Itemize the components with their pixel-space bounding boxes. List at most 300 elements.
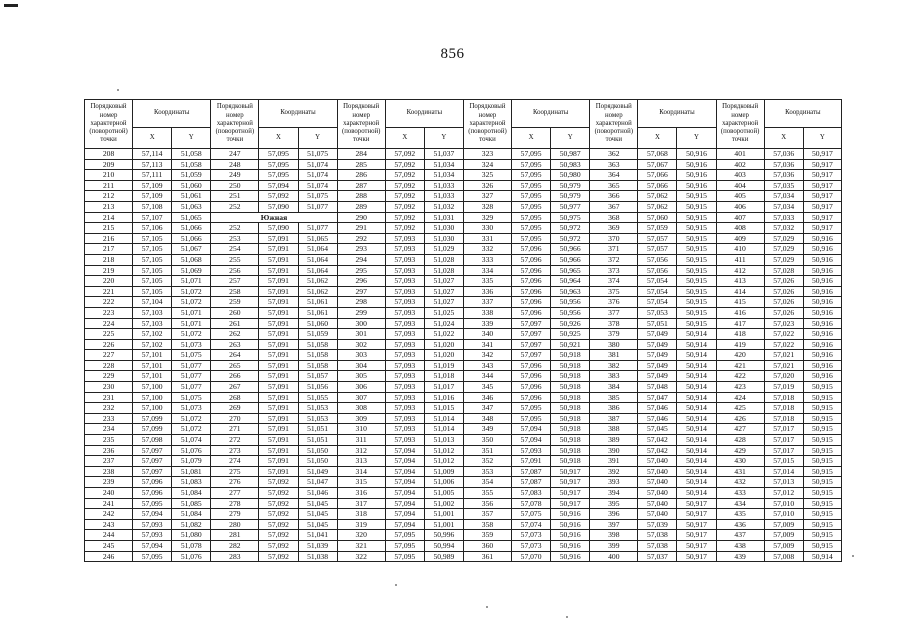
point-number-cell: 408	[716, 223, 764, 234]
point-number-cell: 232	[85, 403, 133, 414]
y-coordinate-cell: 51,016	[424, 392, 463, 403]
x-coordinate-cell: 57,096	[133, 477, 172, 488]
y-coordinate-cell: 51,013	[424, 435, 463, 446]
x-coordinate-cell: 57,097	[133, 466, 172, 477]
x-coordinate-cell: 57,049	[638, 329, 677, 340]
x-coordinate-cell: 57,096	[512, 392, 551, 403]
point-number-cell: 338	[463, 307, 511, 318]
y-coordinate-cell: 50,918	[551, 413, 590, 424]
point-number-cell: 227	[85, 350, 133, 361]
y-coordinate-cell: 51,019	[424, 360, 463, 371]
y-coordinate-cell: 51,018	[424, 371, 463, 382]
point-number-cell: 365	[590, 180, 638, 191]
x-coordinate-cell: 57,091	[259, 403, 298, 414]
table-row	[85, 403, 842, 414]
table-row	[85, 191, 842, 202]
point-number-cell: 320	[337, 530, 385, 541]
header-point-number: Порядковый номер характерной (поворотной) точки	[85, 100, 133, 149]
y-coordinate-cell: 50,914	[677, 382, 716, 393]
x-coordinate-cell: 57,094	[512, 435, 551, 446]
point-number-cell: 368	[590, 212, 638, 223]
point-number-cell: 266	[211, 371, 259, 382]
y-coordinate-cell: 51,045	[298, 519, 337, 530]
y-coordinate-cell: 51,069	[172, 265, 211, 276]
scan-speck	[852, 555, 854, 557]
y-coordinate-cell: 51,002	[424, 498, 463, 509]
point-number-cell: 346	[463, 392, 511, 403]
x-coordinate-cell: 57,105	[133, 254, 172, 265]
y-coordinate-cell: 50,916	[677, 180, 716, 191]
x-coordinate-cell: 57,026	[764, 286, 803, 297]
x-coordinate-cell: 57,095	[512, 170, 551, 181]
table-row	[85, 488, 842, 499]
y-coordinate-cell: 51,049	[298, 466, 337, 477]
x-coordinate-cell: 57,091	[259, 286, 298, 297]
point-number-cell: 321	[337, 540, 385, 551]
y-coordinate-cell: 50,979	[551, 180, 590, 191]
point-number-cell: 410	[716, 244, 764, 255]
y-coordinate-cell: 50,915	[803, 466, 841, 477]
x-coordinate-cell: 57,046	[638, 413, 677, 424]
table-row	[85, 265, 842, 276]
y-coordinate-cell: 51,072	[172, 329, 211, 340]
x-coordinate-cell: 57,020	[764, 371, 803, 382]
y-coordinate-cell: 50,918	[551, 392, 590, 403]
x-coordinate-cell: 57,040	[638, 498, 677, 509]
point-number-cell: 332	[463, 244, 511, 255]
x-coordinate-cell: 57,009	[764, 530, 803, 541]
point-number-cell: 337	[463, 297, 511, 308]
y-coordinate-cell: 50,915	[677, 286, 716, 297]
point-number-cell: 271	[211, 424, 259, 435]
point-number-cell: 317	[337, 498, 385, 509]
y-coordinate-cell: 50,918	[551, 403, 590, 414]
x-coordinate-cell: 57,026	[764, 276, 803, 287]
x-coordinate-cell: 57,095	[512, 149, 551, 160]
x-coordinate-cell: 57,074	[512, 519, 551, 530]
table-row	[85, 350, 842, 361]
x-coordinate-cell: 57,073	[512, 540, 551, 551]
x-coordinate-cell: 57,091	[259, 233, 298, 244]
x-coordinate-cell: 57,093	[385, 286, 424, 297]
zone-label: Южная	[211, 212, 337, 223]
y-coordinate-cell: 50,996	[424, 530, 463, 541]
table-row	[85, 149, 842, 160]
table-row	[85, 477, 842, 488]
scan-speck	[395, 584, 397, 586]
point-number-cell: 298	[337, 297, 385, 308]
point-number-cell: 397	[590, 519, 638, 530]
x-coordinate-cell: 57,021	[764, 350, 803, 361]
y-coordinate-cell: 51,057	[298, 371, 337, 382]
point-number-cell: 230	[85, 382, 133, 393]
y-coordinate-cell: 50,916	[551, 530, 590, 541]
point-number-cell: 333	[463, 254, 511, 265]
y-coordinate-cell: 50,916	[803, 286, 841, 297]
x-coordinate-cell: 57,073	[512, 530, 551, 541]
point-number-cell: 281	[211, 530, 259, 541]
x-coordinate-cell: 57,092	[259, 477, 298, 488]
x-coordinate-cell: 57,095	[385, 551, 424, 562]
point-number-cell: 395	[590, 498, 638, 509]
x-coordinate-cell: 57,054	[638, 286, 677, 297]
y-coordinate-cell: 51,055	[298, 392, 337, 403]
x-coordinate-cell: 57,093	[385, 371, 424, 382]
x-coordinate-cell: 57,093	[385, 307, 424, 318]
x-coordinate-cell: 57,008	[764, 551, 803, 562]
y-coordinate-cell: 51,065	[172, 212, 211, 223]
point-number-cell: 235	[85, 435, 133, 446]
point-number-cell: 210	[85, 170, 133, 181]
point-number-cell: 299	[337, 307, 385, 318]
y-coordinate-cell: 50,916	[803, 265, 841, 276]
x-coordinate-cell: 57,099	[133, 424, 172, 435]
point-number-cell: 434	[716, 498, 764, 509]
table-body	[85, 149, 842, 562]
point-number-cell: 208	[85, 149, 133, 160]
point-number-cell: 211	[85, 180, 133, 191]
x-coordinate-cell: 57,045	[638, 424, 677, 435]
point-number-cell: 288	[337, 191, 385, 202]
x-coordinate-cell: 57,066	[638, 170, 677, 181]
y-coordinate-cell: 50,964	[551, 276, 590, 287]
x-coordinate-cell: 57,095	[259, 159, 298, 170]
y-coordinate-cell: 50,915	[677, 191, 716, 202]
point-number-cell: 229	[85, 371, 133, 382]
y-coordinate-cell: 50,915	[677, 297, 716, 308]
x-coordinate-cell: 57,092	[385, 191, 424, 202]
y-coordinate-cell: 50,916	[551, 519, 590, 530]
point-number-cell: 238	[85, 466, 133, 477]
point-number-cell: 277	[211, 488, 259, 499]
x-coordinate-cell: 57,091	[259, 435, 298, 446]
point-number-cell: 349	[463, 424, 511, 435]
x-coordinate-cell: 57,109	[133, 180, 172, 191]
point-number-cell: 363	[590, 159, 638, 170]
y-coordinate-cell: 50,972	[551, 233, 590, 244]
x-coordinate-cell: 57,090	[259, 223, 298, 234]
y-coordinate-cell: 51,077	[298, 201, 337, 212]
point-number-cell: 236	[85, 445, 133, 456]
x-coordinate-cell: 57,095	[512, 180, 551, 191]
point-number-cell: 287	[337, 180, 385, 191]
point-number-cell: 258	[211, 286, 259, 297]
point-number-cell: 421	[716, 360, 764, 371]
y-coordinate-cell: 51,006	[424, 477, 463, 488]
y-coordinate-cell: 51,074	[298, 159, 337, 170]
x-coordinate-cell: 57,034	[764, 201, 803, 212]
x-coordinate-cell: 57,094	[133, 509, 172, 520]
y-coordinate-cell: 51,038	[298, 551, 337, 562]
x-coordinate-cell: 57,019	[764, 382, 803, 393]
x-coordinate-cell: 57,093	[385, 233, 424, 244]
y-coordinate-cell: 51,051	[298, 435, 337, 446]
y-coordinate-cell: 50,914	[803, 551, 841, 562]
y-coordinate-cell: 51,024	[424, 318, 463, 329]
y-coordinate-cell: 50,915	[677, 212, 716, 223]
point-number-cell: 416	[716, 307, 764, 318]
point-number-cell: 268	[211, 392, 259, 403]
point-number-cell: 293	[337, 244, 385, 255]
point-number-cell: 249	[211, 170, 259, 181]
y-coordinate-cell: 50,916	[803, 360, 841, 371]
point-number-cell: 347	[463, 403, 511, 414]
x-coordinate-cell: 57,040	[638, 456, 677, 467]
y-coordinate-cell: 51,058	[298, 339, 337, 350]
y-coordinate-cell: 50,914	[677, 360, 716, 371]
y-coordinate-cell: 51,034	[424, 159, 463, 170]
header-coordinates: Координаты	[133, 100, 211, 128]
y-coordinate-cell: 50,916	[803, 329, 841, 340]
x-coordinate-cell: 57,039	[638, 519, 677, 530]
y-coordinate-cell: 50,966	[551, 254, 590, 265]
x-coordinate-cell: 57,092	[385, 149, 424, 160]
y-coordinate-cell: 51,027	[424, 286, 463, 297]
y-coordinate-cell: 50,914	[677, 350, 716, 361]
point-number-cell: 412	[716, 265, 764, 276]
y-coordinate-cell: 51,071	[172, 318, 211, 329]
y-coordinate-cell: 50,963	[551, 286, 590, 297]
x-coordinate-cell: 57,099	[133, 413, 172, 424]
point-number-cell: 399	[590, 540, 638, 551]
header-x: X	[764, 128, 803, 149]
header-x: X	[259, 128, 298, 149]
header-coordinates: Координаты	[385, 100, 463, 128]
x-coordinate-cell: 57,097	[133, 456, 172, 467]
y-coordinate-cell: 51,071	[172, 276, 211, 287]
point-number-cell: 264	[211, 350, 259, 361]
x-coordinate-cell: 57,054	[638, 276, 677, 287]
y-coordinate-cell: 50,915	[803, 488, 841, 499]
y-coordinate-cell: 50,918	[551, 382, 590, 393]
point-number-cell: 247	[211, 149, 259, 160]
point-number-cell: 213	[85, 201, 133, 212]
point-number-cell: 252	[211, 201, 259, 212]
y-coordinate-cell: 51,058	[172, 149, 211, 160]
point-number-cell: 415	[716, 297, 764, 308]
y-coordinate-cell: 51,060	[172, 180, 211, 191]
point-number-cell: 335	[463, 276, 511, 287]
x-coordinate-cell: 57,093	[385, 329, 424, 340]
y-coordinate-cell: 50,980	[551, 170, 590, 181]
y-coordinate-cell: 50,918	[551, 435, 590, 446]
y-coordinate-cell: 50,926	[551, 318, 590, 329]
x-coordinate-cell: 57,104	[133, 297, 172, 308]
table-row	[85, 435, 842, 446]
x-coordinate-cell: 57,010	[764, 509, 803, 520]
x-coordinate-cell: 57,009	[764, 519, 803, 530]
point-number-cell: 394	[590, 488, 638, 499]
point-number-cell: 359	[463, 530, 511, 541]
y-coordinate-cell: 50,916	[551, 509, 590, 520]
x-coordinate-cell: 57,091	[259, 456, 298, 467]
point-number-cell: 413	[716, 276, 764, 287]
y-coordinate-cell: 51,067	[172, 244, 211, 255]
y-coordinate-cell: 51,060	[298, 318, 337, 329]
x-coordinate-cell: 57,097	[512, 350, 551, 361]
x-coordinate-cell: 57,093	[385, 382, 424, 393]
point-number-cell: 246	[85, 551, 133, 562]
point-number-cell: 265	[211, 360, 259, 371]
y-coordinate-cell: 50,915	[803, 435, 841, 446]
point-number-cell: 331	[463, 233, 511, 244]
point-number-cell: 214	[85, 212, 133, 223]
x-coordinate-cell: 57,091	[259, 371, 298, 382]
y-coordinate-cell: 51,050	[298, 456, 337, 467]
x-coordinate-cell: 57,105	[133, 233, 172, 244]
x-coordinate-cell: 57,093	[385, 424, 424, 435]
y-coordinate-cell: 50,977	[551, 201, 590, 212]
point-number-cell: 339	[463, 318, 511, 329]
point-number-cell: 311	[337, 435, 385, 446]
point-number-cell: 376	[590, 297, 638, 308]
point-number-cell: 387	[590, 413, 638, 424]
y-coordinate-cell: 51,077	[172, 382, 211, 393]
header-x: X	[512, 128, 551, 149]
table-row	[85, 254, 842, 265]
y-coordinate-cell: 51,081	[172, 466, 211, 477]
y-coordinate-cell: 50,914	[677, 392, 716, 403]
x-coordinate-cell: 57,022	[764, 329, 803, 340]
point-number-cell: 355	[463, 488, 511, 499]
point-number-cell: 224	[85, 318, 133, 329]
point-number-cell: 374	[590, 276, 638, 287]
x-coordinate-cell: 57,105	[133, 286, 172, 297]
header-x: X	[385, 128, 424, 149]
point-number-cell: 263	[211, 339, 259, 350]
y-coordinate-cell: 50,914	[677, 466, 716, 477]
y-coordinate-cell: 51,047	[298, 477, 337, 488]
x-coordinate-cell: 57,046	[638, 403, 677, 414]
point-number-cell: 314	[337, 466, 385, 477]
point-number-cell: 411	[716, 254, 764, 265]
y-coordinate-cell: 50,915	[677, 318, 716, 329]
header-point-number: Порядковый номер характерной (поворотной) точки	[463, 100, 511, 149]
x-coordinate-cell: 57,066	[638, 180, 677, 191]
x-coordinate-cell: 57,091	[259, 276, 298, 287]
x-coordinate-cell: 57,091	[512, 456, 551, 467]
y-coordinate-cell: 50,915	[803, 519, 841, 530]
x-coordinate-cell: 57,090	[259, 201, 298, 212]
x-coordinate-cell: 57,018	[764, 392, 803, 403]
point-number-cell: 403	[716, 170, 764, 181]
point-number-cell: 438	[716, 540, 764, 551]
point-number-cell: 257	[211, 276, 259, 287]
x-coordinate-cell: 57,100	[133, 403, 172, 414]
y-coordinate-cell: 51,073	[172, 403, 211, 414]
y-coordinate-cell: 50,914	[677, 456, 716, 467]
point-number-cell: 295	[337, 265, 385, 276]
point-number-cell: 342	[463, 350, 511, 361]
y-coordinate-cell: 51,030	[424, 233, 463, 244]
point-number-cell: 234	[85, 424, 133, 435]
point-number-cell: 241	[85, 498, 133, 509]
y-coordinate-cell: 50,918	[551, 445, 590, 456]
x-coordinate-cell: 57,091	[259, 382, 298, 393]
point-number-cell: 383	[590, 371, 638, 382]
point-number-cell: 431	[716, 466, 764, 477]
y-coordinate-cell: 51,050	[298, 445, 337, 456]
point-number-cell: 251	[211, 191, 259, 202]
y-coordinate-cell: 50,915	[677, 254, 716, 265]
y-coordinate-cell: 50,914	[677, 403, 716, 414]
y-coordinate-cell: 51,009	[424, 466, 463, 477]
point-number-cell: 358	[463, 519, 511, 530]
x-coordinate-cell: 57,049	[638, 371, 677, 382]
point-number-cell: 330	[463, 223, 511, 234]
x-coordinate-cell: 57,036	[764, 159, 803, 170]
y-coordinate-cell: 51,064	[298, 244, 337, 255]
point-number-cell: 426	[716, 413, 764, 424]
y-coordinate-cell: 51,017	[424, 382, 463, 393]
point-number-cell: 404	[716, 180, 764, 191]
table-row	[85, 244, 842, 255]
x-coordinate-cell: 57,093	[385, 265, 424, 276]
x-coordinate-cell: 57,095	[133, 498, 172, 509]
point-number-cell: 414	[716, 286, 764, 297]
x-coordinate-cell: 57,022	[764, 339, 803, 350]
x-coordinate-cell: 57,018	[764, 403, 803, 414]
y-coordinate-cell: 50,916	[677, 149, 716, 160]
point-number-cell: 225	[85, 329, 133, 340]
y-coordinate-cell: 50,983	[551, 159, 590, 170]
point-number-cell: 329	[463, 212, 511, 223]
point-number-cell: 436	[716, 519, 764, 530]
x-coordinate-cell: 57,092	[385, 201, 424, 212]
point-number-cell: 260	[211, 307, 259, 318]
y-coordinate-cell: 50,914	[677, 413, 716, 424]
y-coordinate-cell: 50,916	[803, 254, 841, 265]
point-number-cell: 237	[85, 456, 133, 467]
x-coordinate-cell: 57,092	[259, 519, 298, 530]
table-row	[85, 276, 842, 287]
point-number-cell: 398	[590, 530, 638, 541]
y-coordinate-cell: 50,915	[803, 424, 841, 435]
point-number-cell: 253	[211, 233, 259, 244]
table-row	[85, 530, 842, 541]
point-number-cell: 388	[590, 424, 638, 435]
point-number-cell: 428	[716, 435, 764, 446]
y-coordinate-cell: 50,956	[551, 307, 590, 318]
x-coordinate-cell: 57,091	[259, 318, 298, 329]
x-coordinate-cell: 57,015	[764, 456, 803, 467]
y-coordinate-cell: 50,989	[424, 551, 463, 562]
x-coordinate-cell: 57,091	[259, 392, 298, 403]
point-number-cell: 300	[337, 318, 385, 329]
x-coordinate-cell: 57,092	[385, 180, 424, 191]
point-number-cell: 429	[716, 445, 764, 456]
point-number-cell: 433	[716, 488, 764, 499]
point-number-cell: 344	[463, 371, 511, 382]
table-row	[85, 413, 842, 424]
x-coordinate-cell: 57,056	[638, 254, 677, 265]
header-x: X	[133, 128, 172, 149]
point-number-cell: 217	[85, 244, 133, 255]
point-number-cell: 306	[337, 382, 385, 393]
x-coordinate-cell: 57,096	[512, 371, 551, 382]
y-coordinate-cell: 50,917	[551, 466, 590, 477]
x-coordinate-cell: 57,029	[764, 244, 803, 255]
x-coordinate-cell: 57,097	[512, 339, 551, 350]
header-point-number: Порядковый номер характерной (поворотной) точки	[716, 100, 764, 149]
point-number-cell: 372	[590, 254, 638, 265]
y-coordinate-cell: 50,915	[677, 223, 716, 234]
y-coordinate-cell: 51,078	[172, 540, 211, 551]
y-coordinate-cell: 51,065	[298, 233, 337, 244]
point-number-cell: 384	[590, 382, 638, 393]
y-coordinate-cell: 50,917	[803, 201, 841, 212]
point-number-cell: 419	[716, 339, 764, 350]
